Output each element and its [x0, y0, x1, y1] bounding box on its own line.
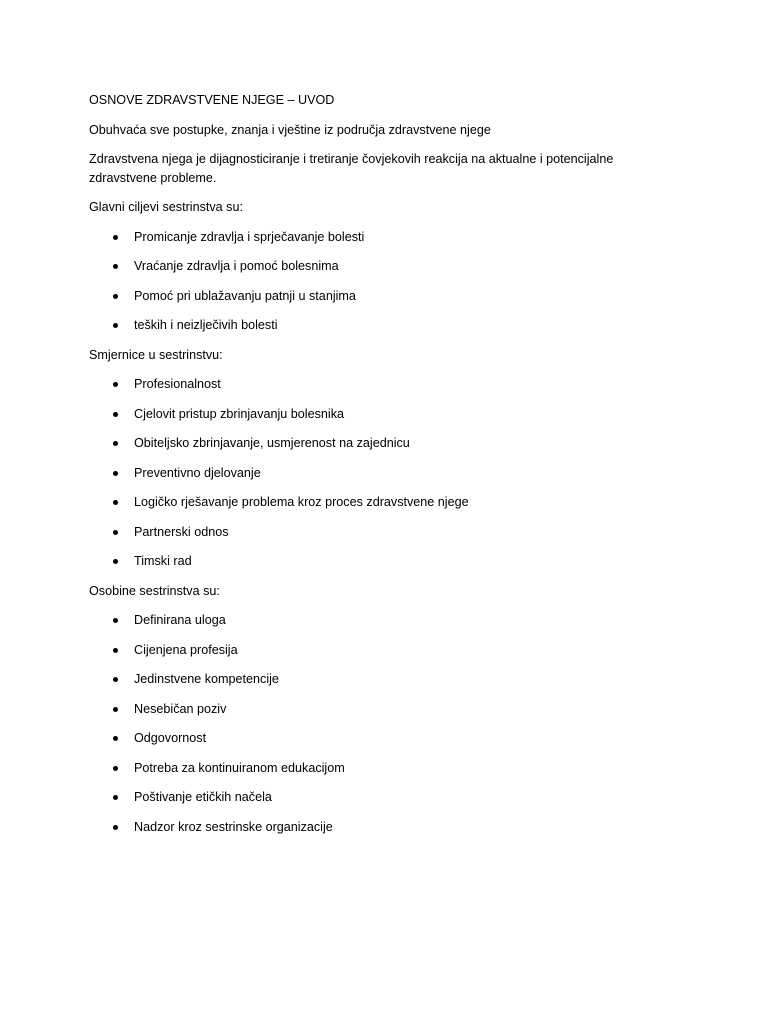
characteristics-list	[89, 611, 649, 836]
document-body	[89, 91, 649, 847]
list-item-text: Nesebičan poziv	[134, 701, 227, 716]
bullet-icon	[113, 294, 118, 299]
list-item-text: Profesionalnost	[134, 377, 221, 391]
bullet-icon	[113, 441, 118, 446]
list-item	[89, 729, 649, 748]
bullet-icon	[113, 559, 118, 564]
document-title: OSNOVE ZDRAVSTVENE NJEGE – UVOD	[89, 93, 335, 107]
bullet-icon	[113, 412, 118, 417]
bullet-icon	[113, 500, 118, 505]
bullet-icon	[113, 264, 118, 269]
section-heading-characteristics: Osobine sestrinstva su:	[89, 583, 220, 598]
guidelines-list	[89, 375, 649, 571]
bullet-icon	[113, 323, 118, 328]
list-item	[89, 287, 649, 306]
bullet-icon	[113, 382, 118, 387]
list-item-text: Preventivno djelovanje	[134, 465, 261, 480]
list-item-text: Definirana uloga	[134, 613, 226, 627]
goals-list	[89, 228, 649, 335]
list-item	[89, 257, 649, 276]
list-item-text: Cjelovit pristup zbrinjavanju bolesnika	[134, 406, 345, 421]
list-item-text: Poštivanje etičkih načela	[134, 790, 272, 804]
list-item	[89, 316, 649, 335]
list-item	[89, 375, 649, 394]
list-item-text: Promicanje zdravlja i sprječavanje bolesti	[134, 229, 365, 244]
bullet-icon	[113, 795, 118, 800]
list-item	[89, 818, 649, 837]
list-item-text: Odgovornost	[134, 731, 207, 745]
list-item	[89, 611, 649, 630]
definition-paragraph: Zdravstvena njega je dijagnosticiranje i tretiranje čovjekovih reakcija na aktualne i potencijalne zdravstvene probleme.	[89, 152, 614, 185]
list-item	[89, 523, 649, 542]
list-item	[89, 670, 649, 689]
list-item	[89, 552, 649, 571]
list-item-text: Jedinstvene kompetencije	[134, 672, 279, 686]
bullet-icon	[113, 618, 118, 623]
bullet-icon	[113, 707, 118, 712]
bullet-icon	[113, 825, 118, 830]
bullet-icon	[113, 235, 118, 240]
list-item-text: Logičko rješavanje problema kroz proces zdravstvene njege	[134, 495, 469, 509]
intro-paragraph: Obuhvaća sve postupke, znanja i vještine iz područja zdravstvene njege	[89, 122, 491, 137]
list-item	[89, 641, 649, 660]
bullet-icon	[113, 648, 118, 653]
bullet-icon	[113, 471, 118, 476]
list-item-text: Timski rad	[134, 554, 192, 568]
section-heading-goals: Glavni ciljevi sestrinstva su:	[89, 200, 243, 214]
list-item-text: Partnerski odnos	[134, 524, 229, 539]
list-item	[89, 493, 649, 512]
bullet-icon	[113, 677, 118, 682]
list-item	[89, 228, 649, 247]
list-item-text: Nadzor kroz sestrinske organizacije	[134, 819, 333, 834]
list-item	[89, 788, 649, 807]
section-heading-guidelines: Smjernice u sestrinstvu:	[89, 347, 223, 362]
list-item-text: Vraćanje zdravlja i pomoć bolesnima	[134, 259, 339, 273]
list-item-text: Pomoć pri ublažavanju patnji u stanjima	[134, 288, 356, 303]
list-item-text: teških i neizlječivih bolesti	[134, 318, 278, 332]
bullet-icon	[113, 766, 118, 771]
list-item-text: Cijenjena profesija	[134, 642, 238, 657]
list-item	[89, 434, 649, 453]
list-item-text: Potreba za kontinuiranom edukacijom	[134, 760, 345, 775]
list-item	[89, 700, 649, 719]
bullet-icon	[113, 530, 118, 535]
list-item-text: Obiteljsko zbrinjavanje, usmjerenost na zajednicu	[134, 436, 410, 450]
list-item	[89, 405, 649, 424]
list-item	[89, 464, 649, 483]
list-item	[89, 759, 649, 778]
bullet-icon	[113, 736, 118, 741]
